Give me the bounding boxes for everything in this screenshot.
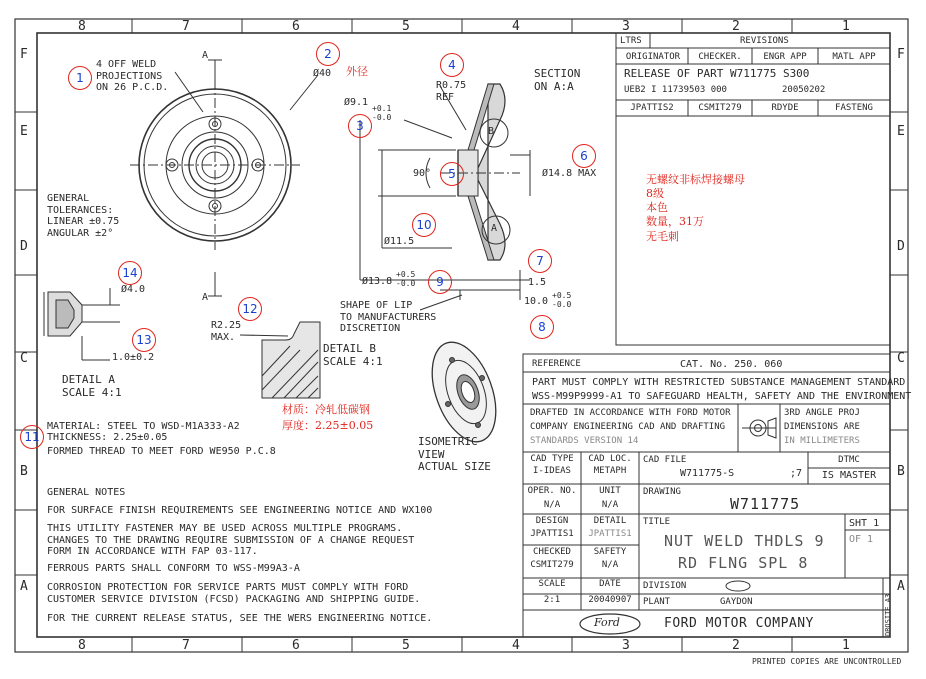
zone-top-5: 5 — [402, 19, 410, 34]
tb-dtmc: DTMC — [838, 455, 860, 465]
tb-scale: 2:1 — [543, 595, 561, 605]
balloon-4: 4 — [440, 53, 464, 77]
note-cn-burr: 无毛刺 — [646, 230, 679, 243]
material-note: MATERIAL: STEEL TO WSD-M1A333-A2 — [47, 421, 240, 432]
rev-date: 20050202 — [782, 85, 826, 95]
note-cn-grade: 8级 — [646, 187, 664, 200]
weld-projection-note: 4 OFF WELD PROJECTIONS ON 26 P.C.D. — [96, 59, 169, 93]
tb-design: JPATTIS1 — [530, 529, 574, 539]
zone-top-2: 2 — [732, 19, 740, 34]
note-cn-product: 无螺纹非标焊接螺母 — [646, 173, 745, 186]
zone-top-4: 4 — [512, 19, 520, 34]
zone-left-F: F — [20, 47, 28, 62]
general-notes-heading: GENERAL NOTES — [47, 487, 126, 498]
tb-projection-2: DIMENSIONS ARE — [784, 422, 860, 432]
zone-bottom-2: 2 — [732, 638, 740, 653]
section-mark-bottom: A — [202, 292, 209, 303]
zone-right-A: A — [897, 579, 905, 594]
tb-cad-file: W711775-S — [680, 468, 735, 479]
detail-label-A: A — [491, 223, 498, 234]
zone-left-A: A — [20, 579, 28, 594]
tb-cad-file-label: CAD FILE — [643, 455, 687, 465]
tb-cat-number: CAT. No. 250. 060 — [680, 359, 783, 370]
tb-date-label: DATE — [599, 579, 621, 589]
rev-sig-engr: RDYDE — [771, 103, 799, 113]
tb-cad-loc-label: CAD LOC. — [588, 454, 632, 464]
zone-top-6: 6 — [292, 19, 300, 34]
detail-a-title: DETAIL A SCALE 4:1 — [62, 373, 122, 399]
tb-projection-1: 3RD ANGLE PROJ — [784, 408, 860, 418]
dim-radius-ref: R0.75 REF — [436, 80, 467, 103]
zone-top-7: 7 — [182, 19, 190, 34]
tb-safety-label: SAFETY — [593, 547, 627, 557]
zone-bottom-3: 3 — [622, 638, 630, 653]
zone-top-8: 8 — [78, 19, 86, 34]
dim-dia-13-8-tol: +0.5 -0.0 — [396, 270, 416, 289]
rev-ueb-number: UEB2 I 11739503 000 — [624, 85, 727, 95]
tb-reference-label: REFERENCE — [532, 359, 581, 369]
general-tolerances: GENERAL TOLERANCES: LINEAR ±0.75 ANGULAR ±2° — [47, 193, 120, 239]
tb-checked: CSMIT279 — [530, 560, 574, 570]
zone-left-E: E — [20, 124, 28, 139]
thickness-note: THICKNESS: 2.25±0.05 — [47, 432, 168, 443]
rev-release-text: RELEASE OF PART W711775 S300 — [624, 67, 810, 80]
dim-dia-14-8: Ø14.8 MAX — [542, 168, 597, 179]
balloon-7: 7 — [528, 249, 552, 273]
balloon-3: 3 — [348, 114, 372, 138]
tb-compliance-1: PART MUST COMPLY WITH RESTRICTED SUBSTANCE MANAGEMENT STANDARD — [532, 377, 906, 388]
tb-oper-no-label: OPER. NO. — [527, 486, 577, 496]
dim-dia-9-1-tol: +0.1 -0.0 — [372, 104, 392, 123]
balloon-9: 9 — [428, 270, 452, 294]
note-cn-material: 材质：冷轧低碳钢 — [282, 403, 370, 416]
rev-sig-matl: FASTENG — [835, 103, 873, 113]
tb-oper-no: N/A — [543, 500, 561, 510]
zone-bottom-1: 1 — [842, 638, 850, 653]
detail-label-B: B — [488, 126, 495, 137]
zone-left-B: B — [20, 464, 28, 479]
tb-of: OF 1 — [849, 534, 874, 545]
dim-r-2-25: R2.25 MAX. — [211, 320, 242, 343]
balloon-11: 11 — [20, 425, 44, 449]
ford-logo: Ford — [594, 616, 620, 629]
dim-dia-11-5: Ø11.5 — [384, 236, 415, 247]
thread-note: FORMED THREAD TO MEET FORD WE950 P.C.8 — [47, 446, 276, 457]
tb-unit: N/A — [601, 500, 619, 510]
tb-drafted-2: COMPANY ENGINEERING CAD AND DRAFTING — [530, 422, 726, 432]
tb-cad-type-label: CAD TYPE — [530, 454, 574, 464]
tb-drosite: DROSITE A3 — [884, 593, 892, 636]
dim-10-tol: +0.5 -0.0 — [552, 291, 572, 310]
rev-col-matl-app: MATL APP — [832, 52, 876, 62]
note-cn-color: 本色 — [646, 201, 668, 214]
zone-right-F: F — [897, 47, 905, 62]
dim-1-0: 1.0±0.2 — [112, 352, 155, 363]
rev-title-header: REVISIONS — [740, 36, 789, 46]
tb-plant-label: PLANT — [643, 597, 671, 607]
rev-col-engr-app: ENGR APP — [763, 52, 807, 62]
tb-title-label: TITLE — [643, 517, 671, 527]
zone-bottom-4: 4 — [512, 638, 520, 653]
zone-bottom-5: 5 — [402, 638, 410, 653]
zone-bottom-8: 8 — [78, 638, 86, 653]
general-note-1: FOR SURFACE FINISH REQUIREMENTS SEE ENGINEERING NOTICE AND WX100 — [47, 505, 433, 516]
balloon-5: 5 — [440, 162, 464, 186]
zone-left-C: C — [20, 351, 28, 366]
rev-col-checker: CHECKER. — [698, 52, 742, 62]
balloon-14: 14 — [118, 261, 142, 285]
tb-date: 20040907 — [588, 595, 632, 605]
dim-1-5: 1.5 — [528, 277, 547, 288]
tb-scale-label: SCALE — [538, 579, 566, 589]
general-note-2: THIS UTILITY FASTENER MAY BE USED ACROSS MULTIPLE PROGRAMS. CHANGES TO THE DRAWING REQUIRE SUBMISSION OF A CHANGE REQUEST FORM IN ACCORDANCE WITH FAP 03-117. — [47, 523, 415, 557]
detail-b-title: DETAIL B SCALE 4:1 — [323, 342, 383, 368]
tb-projection-3: IN MILLIMETERS — [784, 436, 860, 446]
dim-outer-diameter: Ø40 — [313, 68, 332, 79]
tb-cad-type: I-IDEAS — [533, 466, 571, 476]
section-mark-top: A — [202, 50, 209, 61]
dim-10: 10.0 — [524, 296, 549, 307]
tb-detail-label: DETAIL — [593, 516, 627, 526]
tb-sheet: SHT 1 — [849, 518, 880, 529]
balloon-1: 1 — [68, 66, 92, 90]
note-cn-outer-dia: 外径 — [346, 65, 368, 78]
balloon-6: 6 — [572, 144, 596, 168]
balloon-13: 13 — [132, 328, 156, 352]
tb-plant: GAYDON — [720, 597, 753, 607]
dim-angle-90: 90° — [413, 168, 432, 179]
balloon-8: 8 — [530, 315, 554, 339]
tb-compliance-2: WSS-M99P9999-A1 TO SAFEGUARD HEALTH, SAFETY AND THE ENVIRONMENT — [532, 391, 912, 402]
tb-drawing-label: DRAWING — [643, 487, 681, 497]
dim-dia-9-1: Ø9.1 — [344, 97, 369, 108]
zone-top-3: 3 — [622, 19, 630, 34]
zone-bottom-7: 7 — [182, 638, 190, 653]
rev-ltrs-header: LTRS — [620, 36, 642, 46]
tb-cad-loc: METAPH — [593, 466, 627, 476]
zone-bottom-6: 6 — [292, 638, 300, 653]
tb-division-label: DIVISION — [643, 581, 687, 591]
tb-title-line-2: RD FLNG SPL 8 — [678, 554, 809, 572]
isometric-label: ISOMETRIC VIEW ACTUAL SIZE — [418, 435, 491, 474]
note-cn-thickness: 厚度：2.25±0.05 — [282, 419, 374, 432]
tb-title-line-1: NUT WELD THDLS 9 — [664, 532, 825, 550]
balloon-2: 2 — [316, 42, 340, 66]
note-cn-quantity: 数量，31万 — [646, 215, 704, 228]
tb-checked-label: CHECKED — [533, 547, 571, 557]
zone-top-1: 1 — [842, 19, 850, 34]
zone-right-B: B — [897, 464, 905, 479]
general-note-3: FERROUS PARTS SHALL CONFORM TO WSS-M99A3-A — [47, 563, 300, 574]
tb-company-name: FORD MOTOR COMPANY — [664, 616, 814, 631]
zone-right-E: E — [897, 124, 905, 139]
rev-col-originator: ORIGINATOR — [625, 52, 681, 62]
dim-dia-13-8: Ø13.8 — [362, 276, 393, 287]
lip-shape-note: SHAPE OF LIP TO MANUFACTURERS DISCRETION — [340, 300, 437, 334]
rev-sig-checker: CSMIT279 — [698, 103, 742, 113]
balloon-10: 10 — [412, 213, 436, 237]
zone-right-D: D — [897, 239, 905, 254]
tb-design-label: DESIGN — [535, 516, 569, 526]
tb-cad-sheet: ;7 — [790, 468, 803, 479]
tb-safety: N/A — [601, 560, 619, 570]
balloon-12: 12 — [238, 297, 262, 321]
tb-detail: JPATTIS1 — [588, 529, 632, 539]
dim-dia-4: Ø4.0 — [121, 284, 146, 295]
general-note-4: CORROSION PROTECTION FOR SERVICE PARTS MUST COMPLY WITH FORD CUSTOMER SERVICE DIVISION (FCSD) PACKAGING AND SHIPPING GUIDE. — [47, 582, 421, 605]
section-title: SECTION ON A:A — [534, 67, 581, 93]
uncontrolled-notice: PRINTED COPIES ARE UNCONTROLLED — [752, 657, 902, 666]
rev-sig-originator: JPATTIS2 — [630, 103, 674, 113]
zone-left-D: D — [20, 239, 28, 254]
tb-drawing-number: W711775 — [730, 495, 801, 513]
tb-unit-label: UNIT — [599, 486, 621, 496]
zone-right-C: C — [897, 351, 905, 366]
tb-drafted-3: STANDARDS VERSION 14 — [530, 436, 639, 446]
general-note-5: FOR THE CURRENT RELEASE STATUS, SEE THE WERS ENGINEERING NOTICE. — [47, 613, 433, 624]
tb-drafted-1: DRAFTED IN ACCORDANCE WITH FORD MOTOR — [530, 408, 731, 418]
tb-is-master: IS MASTER — [821, 470, 877, 481]
